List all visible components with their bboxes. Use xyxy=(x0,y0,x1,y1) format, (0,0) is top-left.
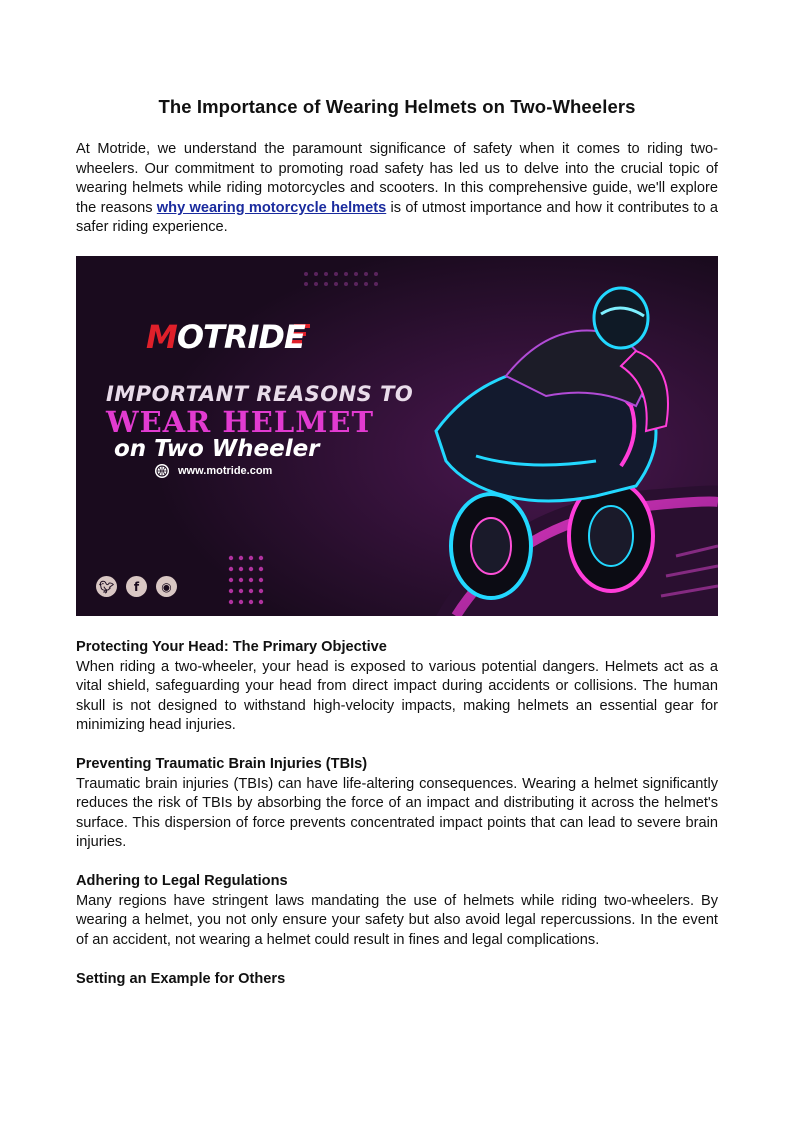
banner-headline-3: on Two Wheeler xyxy=(114,436,320,462)
twitter-icon: 🐦︎ xyxy=(96,576,117,597)
section-body: When riding a two-wheeler, your head is exposed to various potential dangers. Helmets act as a vital shield, safeguarding your head from direct impact during accidents or collisions. The human skull is not designed to withstand high-velocity impacts, making helmets an essential gear for minimizing head injuries. xyxy=(76,658,718,734)
section-heading: Setting an Example for Others xyxy=(76,971,286,987)
section-heading: Preventing Traumatic Brain Injuries (TBIs) xyxy=(76,756,368,772)
social-icons xyxy=(96,576,177,597)
helmets-link[interactable]: why wearing motorcycle helmets xyxy=(156,199,387,216)
intro-text-after: is of utmost importance and how it contributes to a safer riding experience. xyxy=(76,199,718,236)
section-preventing-tbis xyxy=(76,755,718,853)
hero-banner-image xyxy=(76,256,718,616)
intro-paragraph xyxy=(76,140,718,238)
section-heading: Adhering to Legal Regulations xyxy=(76,873,288,889)
banner-website xyxy=(154,463,272,479)
brand-first-letter: M xyxy=(146,318,177,356)
section-protecting-head xyxy=(76,638,718,736)
instagram-icon: ◉ xyxy=(156,576,177,597)
section-legal-regulations xyxy=(76,872,718,950)
motride-logo xyxy=(146,318,305,356)
section-body: Many regions have stringent laws mandating the use of helmets while riding two-wheelers. By wearing a helmet, you not only ensure your safety but also avoid legal repercussions. In the event of an accident, not wearing a helmet could result in fines and legal complications. xyxy=(76,892,718,948)
globe-icon xyxy=(154,463,170,479)
intro-text-before: At Motride, we understand the paramount significance of safety when it comes to riding two-wheelers. Our commitment to promoting road safety has led us to delve into the crucial topic of wearing helmets while riding motorcycles and scooters. In this comprehensive guide, we'll explore the reasons xyxy=(76,141,718,216)
banner-headline-1: IMPORTANT REASONS TO xyxy=(106,382,414,406)
page-title: The Importance of Wearing Helmets on Two-Wheelers xyxy=(158,96,636,117)
section-setting-example xyxy=(76,970,718,990)
section-heading: Protecting Your Head: The Primary Objective xyxy=(76,639,387,655)
section-body: Traumatic brain injuries (TBIs) can have life-altering consequences. Wearing a helmet significantly reduces the risk of TBIs by absorbing the force of an impact and distributing it across the helmet's surface. This dispersion of force prevents concentrated impact points that can lead to severe brain injuries. xyxy=(76,775,718,851)
website-text: www.motride.com xyxy=(178,465,273,477)
brand-rest: OTRIDE xyxy=(176,318,305,356)
facebook-icon: f xyxy=(126,576,147,597)
banner-headline-2: WEAR HELMET xyxy=(106,405,375,439)
